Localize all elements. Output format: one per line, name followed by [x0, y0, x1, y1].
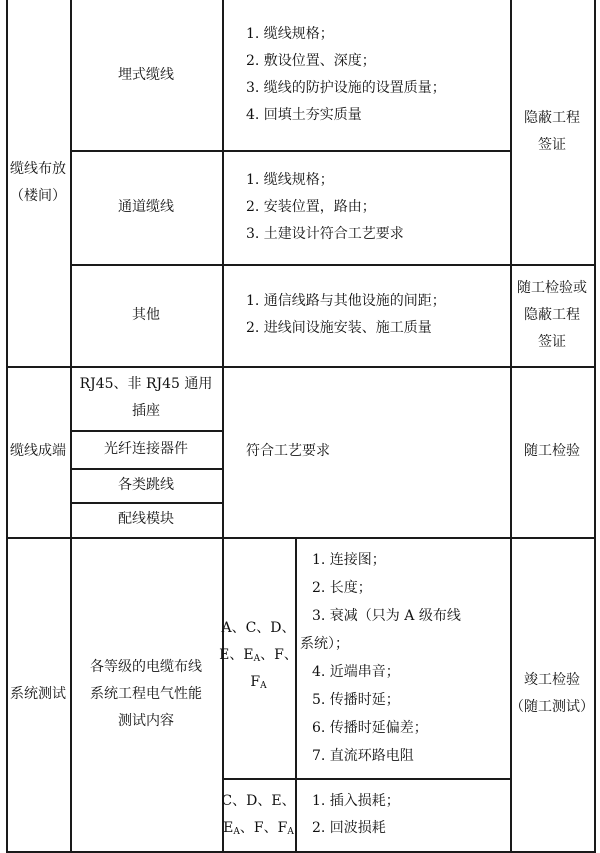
- item-patch-cords: 各类跳线: [118, 476, 174, 493]
- content-other: 1. 通信线路与其他设施的间距； 2. 进线间设施安装、施工质量: [246, 293, 446, 336]
- content-termination: 符合工艺要求: [246, 443, 330, 459]
- method-concealed-visa: 隐蔽工程 签证: [524, 110, 580, 153]
- category-termination: 缆线成端: [10, 443, 66, 459]
- content-test-group-2: 1. 插入损耗； 2. 回波损耗: [312, 792, 400, 836]
- method-other: 随工检验或 隐蔽工程 签证: [517, 279, 587, 350]
- item-wiring-module: 配线模块: [118, 511, 174, 527]
- item-conduit-cable: 通道缆线: [118, 198, 174, 215]
- method-system-test: 竣工检验 （随工测试）: [510, 672, 594, 715]
- category-system-test: 系统测试: [10, 685, 66, 702]
- grades-group-2: C、D、E、 $E_A$、F、$F_A$: [221, 792, 296, 837]
- item-other: 其他: [132, 306, 160, 323]
- item-buried-cable: 埋式缆线: [118, 66, 174, 83]
- method-termination: 随工检验: [524, 443, 580, 459]
- grades-group-1: A、C、D、 E、$E_A$、F、 $F_A$: [219, 620, 298, 691]
- item-rj45-socket: RJ45、非 RJ45 通用 插座: [79, 376, 213, 419]
- item-electrical-test: 各等级的电缆布线 系统工程电气性能 测试内容: [90, 658, 202, 729]
- category-cable-laying: 缆线布放 （楼间）: [10, 161, 66, 204]
- content-buried-cable: 1. 缆线规格； 2. 敷设位置、深度； 3. 缆线的防护设施的设置质量； 4. 回填土夯实质量: [246, 26, 446, 123]
- content-conduit-cable: 1. 缆线规格； 2. 安装位置，路由； 3. 土建设计符合工艺要求: [246, 171, 404, 242]
- item-fiber-connector: 光纤连接器件: [104, 440, 188, 457]
- content-test-group-1: 1. 连接图； 2. 长度； 3. 衰减（只为 A 级布线 系统）； 4. 近端串音； 5. 传播时延； 6. 传播时延偏差； 7. 直流环路电阻: [300, 551, 461, 764]
